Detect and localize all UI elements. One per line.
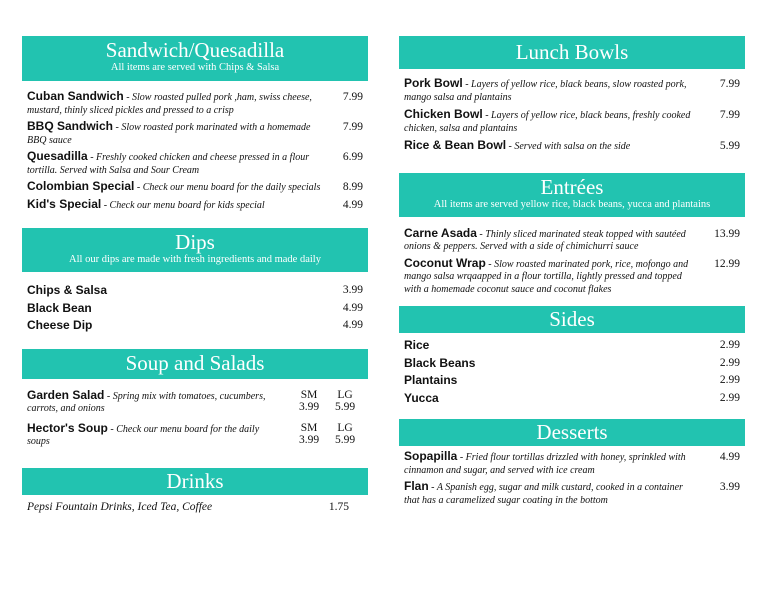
desserts-section-header — [399, 419, 745, 446]
item-name: Rice — [404, 338, 430, 352]
menu-item — [399, 355, 745, 373]
menu-item — [399, 450, 745, 477]
drinks-text: Pepsi Fountain Drinks, Iced Tea, Coffee — [27, 500, 213, 513]
item-price: 4.99 — [719, 451, 740, 463]
item-name: Cuban Sandwich — [27, 89, 124, 103]
menu-right-column — [399, 36, 745, 507]
item-price: 6.99 — [342, 151, 363, 163]
size-lg-label: LG — [337, 388, 353, 401]
soup-title: Soup and Salads — [125, 350, 265, 375]
item-name: Pork Bowl — [404, 76, 463, 90]
item-name: Coconut Wrap — [404, 255, 486, 270]
item-desc: - Layers of yellow rice, black beans, slow roasted pork, mango salsa and plantains — [404, 79, 687, 103]
dips-title: Dips — [175, 230, 215, 254]
menu-item — [22, 300, 368, 318]
item-name: Plantains — [404, 373, 458, 387]
item-desc: - Thinly sliced marinated steak topped with sautéed onions & peppers. Served with a side of chimichurri sauce — [404, 228, 686, 252]
item-price: 13.99 — [714, 227, 740, 240]
item-price: 3.99 — [719, 481, 740, 493]
item-desc: - Check our menu board for kids special — [101, 199, 265, 211]
size-sm-label: SM — [300, 388, 318, 401]
sides-title: Sides — [549, 307, 595, 331]
item-desc: - Slow roasted pork marinated with a homemade BBQ sauce — [27, 122, 311, 146]
soup-section-header — [22, 349, 368, 379]
item-price: 2.99 — [719, 374, 740, 386]
menu-left-column — [22, 36, 368, 513]
item-price: 5.99 — [719, 140, 740, 152]
item-name: Black Bean — [27, 300, 92, 315]
item-name: Rice & Bean Bowl — [404, 138, 507, 152]
item-price: 1.75 — [328, 500, 349, 513]
menu-item — [22, 389, 368, 416]
item-price: 12.99 — [714, 257, 740, 270]
price-sm: 3.99 — [298, 401, 320, 413]
item-name: Chicken Bowl — [404, 107, 483, 121]
price-lg: 5.99 — [334, 434, 356, 446]
item-desc: - Layers of yellow rice, black beans, freshly cooked chicken, salsa and plantains — [404, 110, 691, 134]
menu-item — [22, 150, 368, 177]
item-price: 7.99 — [719, 109, 740, 121]
item-desc: - Spring mix with tomatoes, cucumbers, carrots, and onions — [27, 390, 266, 414]
menu-item — [22, 501, 368, 513]
menu-item — [22, 317, 368, 335]
item-price: 2.99 — [719, 356, 740, 369]
menu-item — [22, 90, 368, 117]
item-price: 7.99 — [342, 91, 363, 103]
menu-item — [399, 77, 745, 104]
item-name: BBQ Sandwich — [27, 119, 114, 133]
menu-item — [22, 180, 368, 195]
dips-section-header — [22, 228, 368, 272]
menu-item — [399, 108, 745, 135]
menu-item — [399, 227, 745, 254]
item-price: 2.99 — [719, 339, 740, 351]
item-desc: - Freshly cooked chicken and cheese pressed in a flour tortilla. Served with Salsa and Sour Cream — [27, 152, 310, 176]
drinks-title: Drinks — [166, 468, 224, 493]
item-name: Kid's Special — [27, 196, 102, 211]
item-price: 8.99 — [342, 181, 363, 193]
drinks-section-header — [22, 468, 368, 495]
item-name: Hector's Soup — [27, 420, 108, 435]
menu-item — [399, 139, 745, 154]
price-lg: 5.99 — [334, 401, 356, 413]
bowls-title: Lunch Bowls — [515, 40, 629, 64]
menu-item — [399, 337, 745, 355]
item-price: 4.99 — [342, 198, 363, 211]
desserts-title: Desserts — [536, 420, 608, 444]
item-desc: - Slow roasted marinated pork, rice, mofongo and mango salsa wrqaapped in a flour tortilla, lightly pressed and topped with a homemade coconut sauce and coconut flakes — [404, 258, 689, 295]
size-sm-label: SM — [300, 421, 318, 434]
item-desc: - Served with salsa on the side — [506, 141, 631, 152]
menu-item — [399, 480, 745, 507]
item-desc: - Slow roasted pulled pork ,ham, swiss cheese, mustard, thinly sliced pickles and pressed to a crisp — [27, 92, 312, 116]
entrees-title: Entrées — [540, 174, 604, 199]
menu-item — [399, 372, 745, 390]
item-price: 4.99 — [342, 319, 363, 331]
item-price: 2.99 — [719, 391, 740, 404]
entrees-subtitle: All items are served yellow rice, black beans, yucca and plantains — [433, 198, 711, 210]
item-name: Carne Asada — [404, 225, 477, 240]
item-name: Black Beans — [404, 355, 476, 370]
menu-item — [22, 198, 368, 213]
item-price: 7.99 — [719, 78, 740, 90]
item-name: Sopapilla — [404, 449, 458, 463]
item-name: Garden Salad — [27, 387, 105, 402]
sandwich-subtitle: All items are served with Chips & Salsa — [110, 62, 280, 73]
item-price: 7.99 — [342, 121, 363, 133]
menu-item — [399, 257, 745, 297]
item-name: Flan — [404, 479, 429, 493]
dips-subtitle: All our dips are made with fresh ingredients and made daily — [69, 254, 321, 265]
sandwich-title: Sandwich/Quesadilla — [105, 38, 285, 62]
bowls-section-header — [399, 36, 745, 69]
sides-section-header — [399, 306, 745, 333]
item-desc: - Check our menu board for the daily specials — [134, 182, 321, 193]
menu-item — [399, 390, 745, 408]
entrees-section-header — [399, 173, 745, 217]
item-name: Chips & Salsa — [27, 283, 108, 297]
item-desc: - Fried flour tortillas drizzled with honey, sprinkled with cinnamon and sugar, and served with ice cream — [404, 452, 686, 476]
item-name: Colombian Special — [27, 179, 135, 193]
item-desc: - A Spanish egg, sugar and milk custard, cooked in a container that has a caramelized sugar coating in the bottom — [404, 482, 683, 506]
item-name: Quesadilla — [27, 149, 88, 163]
item-desc: - Check our menu board for the daily soups — [27, 423, 260, 447]
sandwich-section-header — [22, 36, 368, 81]
menu-item — [22, 120, 368, 147]
menu-item — [22, 282, 368, 300]
item-price: 3.99 — [342, 284, 363, 296]
price-sm: 3.99 — [298, 434, 320, 446]
item-name: Yucca — [404, 390, 439, 405]
menu-item — [22, 422, 368, 449]
size-lg-label: LG — [337, 421, 353, 434]
item-price: 4.99 — [342, 301, 363, 314]
item-name: Cheese Dip — [27, 318, 93, 332]
